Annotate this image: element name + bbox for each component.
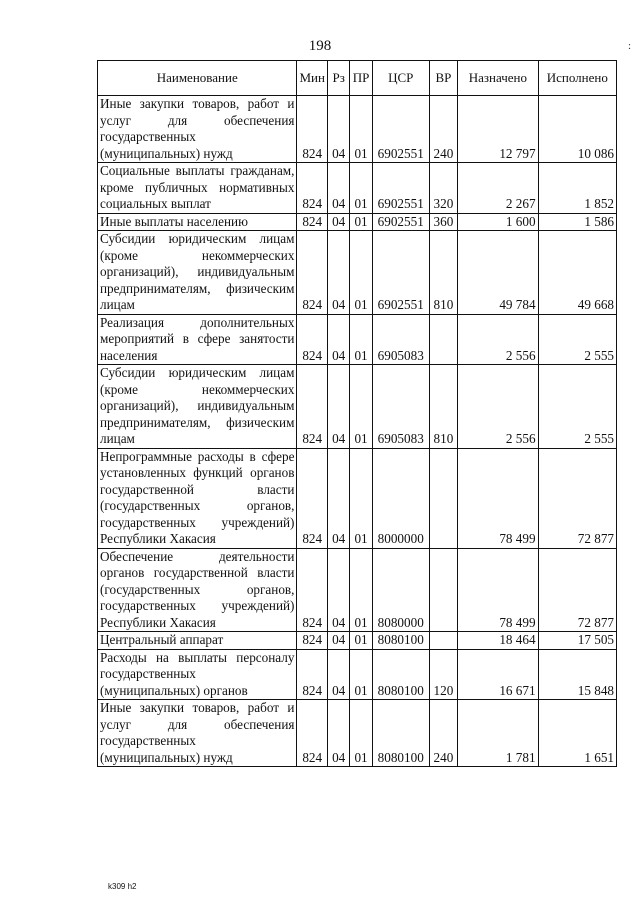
row-min: 824 bbox=[297, 213, 328, 231]
table-row bbox=[98, 231, 617, 315]
table-row bbox=[98, 700, 617, 767]
row-min: 824 bbox=[297, 448, 328, 548]
row-name: Иные закупки товаров, работ и услуг для обеспечения государственных (муниципальных) нужд bbox=[98, 700, 297, 767]
header-csr: ЦСР bbox=[372, 61, 429, 96]
row-csr: 6902551 bbox=[372, 231, 429, 315]
row-min: 824 bbox=[297, 632, 328, 650]
row-pr: 01 bbox=[350, 314, 372, 365]
row-min: 824 bbox=[297, 700, 328, 767]
row-pr: 01 bbox=[350, 649, 372, 700]
row-vr bbox=[429, 632, 457, 650]
row-name: Обеспечение деятельности органов государственной власти (государственных органов, государственных учреждений) Республики Хакасия bbox=[98, 548, 297, 632]
row-rz: 04 bbox=[327, 231, 349, 315]
margin-mark: : bbox=[628, 40, 632, 52]
row-rz: 04 bbox=[327, 649, 349, 700]
row-rz: 04 bbox=[327, 700, 349, 767]
row-csr: 6902551 bbox=[372, 96, 429, 163]
row-min: 824 bbox=[297, 231, 328, 315]
table-row bbox=[98, 632, 617, 650]
budget-table bbox=[97, 60, 617, 767]
row-assigned: 1 600 bbox=[458, 213, 538, 231]
row-executed: 15 848 bbox=[538, 649, 616, 700]
row-executed: 72 877 bbox=[538, 448, 616, 548]
row-vr: 360 bbox=[429, 213, 457, 231]
row-name: Непрограммные расходы в сфере установленных функций органов государственной власти (государственных органов, государственных учреждений) Республики Хакасия bbox=[98, 448, 297, 548]
row-csr: 8080100 bbox=[372, 632, 429, 650]
row-name: Иные закупки товаров, работ и услуг для обеспечения государственных (муниципальных) нужд bbox=[98, 96, 297, 163]
row-pr: 01 bbox=[350, 548, 372, 632]
row-assigned: 2 556 bbox=[458, 314, 538, 365]
header-assigned: Назначено bbox=[458, 61, 538, 96]
row-name: Расходы на выплаты персоналу государственных (муниципальных) органов bbox=[98, 649, 297, 700]
row-vr bbox=[429, 548, 457, 632]
table-header-row bbox=[98, 61, 617, 96]
row-csr: 6905083 bbox=[372, 365, 429, 449]
row-pr: 01 bbox=[350, 632, 372, 650]
row-executed: 1 852 bbox=[538, 163, 616, 214]
row-min: 824 bbox=[297, 548, 328, 632]
row-csr: 8080100 bbox=[372, 649, 429, 700]
row-vr: 810 bbox=[429, 231, 457, 315]
row-name: Реализация дополнительных мероприятий в сфере занятости населения bbox=[98, 314, 297, 365]
row-min: 824 bbox=[297, 314, 328, 365]
row-csr: 8080100 bbox=[372, 700, 429, 767]
table-row bbox=[98, 649, 617, 700]
row-rz: 04 bbox=[327, 448, 349, 548]
row-pr: 01 bbox=[350, 448, 372, 548]
row-rz: 04 bbox=[327, 96, 349, 163]
header-vr: ВР bbox=[429, 61, 457, 96]
header-name: Наименование bbox=[98, 61, 297, 96]
row-pr: 01 bbox=[350, 96, 372, 163]
row-name: Субсидии юридическим лицам (кроме некоммерческих организаций), индивидуальным предпринимателям, физическим лицам bbox=[98, 365, 297, 449]
row-vr: 240 bbox=[429, 96, 457, 163]
row-name: Иные выплаты населению bbox=[98, 213, 297, 231]
row-rz: 04 bbox=[327, 632, 349, 650]
row-name: Социальные выплаты гражданам, кроме публичных нормативных социальных выплат bbox=[98, 163, 297, 214]
row-rz: 04 bbox=[327, 365, 349, 449]
row-executed: 1 651 bbox=[538, 700, 616, 767]
row-pr: 01 bbox=[350, 213, 372, 231]
row-assigned: 78 499 bbox=[458, 448, 538, 548]
row-assigned: 49 784 bbox=[458, 231, 538, 315]
row-csr: 6902551 bbox=[372, 213, 429, 231]
page-number: 198 bbox=[308, 38, 332, 54]
row-min: 824 bbox=[297, 163, 328, 214]
table-row bbox=[98, 548, 617, 632]
row-pr: 01 bbox=[350, 231, 372, 315]
row-vr bbox=[429, 314, 457, 365]
table-row bbox=[98, 365, 617, 449]
row-assigned: 78 499 bbox=[458, 548, 538, 632]
row-vr: 810 bbox=[429, 365, 457, 449]
row-assigned: 2 267 bbox=[458, 163, 538, 214]
row-executed: 1 586 bbox=[538, 213, 616, 231]
row-pr: 01 bbox=[350, 700, 372, 767]
row-assigned: 12 797 bbox=[458, 96, 538, 163]
row-assigned: 18 464 bbox=[458, 632, 538, 650]
row-assigned: 16 671 bbox=[458, 649, 538, 700]
row-vr: 240 bbox=[429, 700, 457, 767]
row-rz: 04 bbox=[327, 163, 349, 214]
footer-code: k309 h2 bbox=[108, 882, 137, 891]
row-min: 824 bbox=[297, 365, 328, 449]
row-vr: 120 bbox=[429, 649, 457, 700]
row-min: 824 bbox=[297, 96, 328, 163]
table-row bbox=[98, 213, 617, 231]
row-assigned: 1 781 bbox=[458, 700, 538, 767]
row-csr: 6905083 bbox=[372, 314, 429, 365]
row-csr: 8080000 bbox=[372, 548, 429, 632]
table-row bbox=[98, 96, 617, 163]
row-rz: 04 bbox=[327, 213, 349, 231]
row-vr: 320 bbox=[429, 163, 457, 214]
row-name: Субсидии юридическим лицам (кроме некоммерческих организаций), индивидуальным предпринимателям, физическим лицам bbox=[98, 231, 297, 315]
row-executed: 2 555 bbox=[538, 365, 616, 449]
row-executed: 2 555 bbox=[538, 314, 616, 365]
header-pr: ПР bbox=[350, 61, 372, 96]
row-executed: 10 086 bbox=[538, 96, 616, 163]
table-row bbox=[98, 448, 617, 548]
row-csr: 6902551 bbox=[372, 163, 429, 214]
row-executed: 17 505 bbox=[538, 632, 616, 650]
row-rz: 04 bbox=[327, 314, 349, 365]
row-executed: 49 668 bbox=[538, 231, 616, 315]
header-rz: Рз bbox=[327, 61, 349, 96]
table-row bbox=[98, 163, 617, 214]
row-assigned: 2 556 bbox=[458, 365, 538, 449]
table-row bbox=[98, 314, 617, 365]
row-pr: 01 bbox=[350, 163, 372, 214]
row-name: Центральный аппарат bbox=[98, 632, 297, 650]
row-pr: 01 bbox=[350, 365, 372, 449]
header-executed: Исполнено bbox=[538, 61, 616, 96]
row-vr bbox=[429, 448, 457, 548]
row-executed: 72 877 bbox=[538, 548, 616, 632]
row-rz: 04 bbox=[327, 548, 349, 632]
header-min: Мин bbox=[297, 61, 328, 96]
row-csr: 8000000 bbox=[372, 448, 429, 548]
row-min: 824 bbox=[297, 649, 328, 700]
